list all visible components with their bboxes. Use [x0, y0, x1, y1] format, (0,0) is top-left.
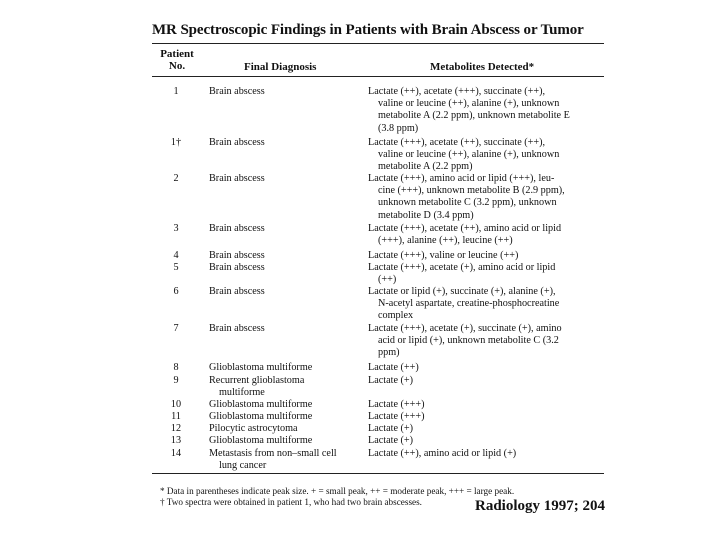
- metabolites-detected: [368, 411, 608, 423]
- metabolite-line: Lactate (++): [368, 362, 419, 373]
- final-diagnosis: [209, 375, 359, 399]
- final-diagnosis: [209, 286, 359, 298]
- metabolite-line: Lactate (+++), acetate (+), amino acid or lipid: [368, 262, 556, 273]
- metabolites-detected: [368, 423, 608, 435]
- diagnosis-line: Glioblastoma multiforme: [209, 435, 313, 446]
- header-patient-no: [154, 48, 200, 72]
- metabolite-line: Lactate (+++), amino acid or lipid (+++), leu-: [368, 173, 555, 184]
- diagnosis-line: Brain abscess: [209, 262, 265, 273]
- diagnosis-line: Brain abscess: [209, 250, 265, 261]
- metabolites-detected: [368, 448, 608, 460]
- metabolites-detected: [368, 286, 608, 323]
- metabolites-detected: [368, 86, 608, 135]
- diagnosis-line: Recurrent glioblastoma: [209, 375, 305, 386]
- diagnosis-line: multiforme: [219, 387, 265, 399]
- patient-number: 10: [170, 399, 182, 410]
- metabolite-line: unknown metabolite C (3.2 ppm), unknown: [378, 197, 557, 209]
- metabolites-detected: [368, 362, 608, 374]
- metabolite-line: Lactate (+++): [368, 411, 425, 422]
- patient-number: 8: [173, 362, 179, 373]
- diagnosis-line: Brain abscess: [209, 137, 265, 148]
- metabolite-line: (+++), alanine (++), leucine (++): [378, 235, 513, 247]
- citation: Radiology 1997; 204: [475, 498, 606, 514]
- metabolite-line: Lactate (+++), acetate (++), amino acid or lipid: [368, 223, 562, 234]
- metabolite-line: complex: [378, 310, 414, 322]
- header-patient-line2: No.: [168, 60, 186, 72]
- patient-number: 9: [173, 375, 179, 386]
- footnote-two-spectra: † Two spectra were obtained in patient 1, who had two brain abscesses.: [160, 497, 422, 507]
- metabolite-line: (3.8 ppm): [378, 122, 419, 134]
- patient-number: 12: [170, 423, 182, 434]
- top-rule: [152, 43, 604, 44]
- metabolite-line: Lactate (+): [368, 375, 414, 386]
- patient-number: 1†: [170, 137, 182, 148]
- metabolite-line: Lactate (+++), acetate (+), succinate (+), amino: [368, 323, 562, 334]
- final-diagnosis: [209, 137, 359, 149]
- diagnosis-line: Glioblastoma multiforme: [209, 399, 313, 410]
- diagnosis-line: lung cancer: [219, 460, 267, 472]
- header-metabolites: Metabolites Detected*: [430, 61, 535, 73]
- bottom-rule: [152, 473, 604, 474]
- diagnosis-line: Glioblastoma multiforme: [209, 362, 313, 373]
- metabolite-line: Lactate (++), amino acid or lipid (+): [368, 448, 517, 459]
- patient-number: 11: [171, 411, 181, 422]
- patient-number: 2: [173, 173, 179, 184]
- patient-number: 13: [170, 435, 182, 446]
- metabolites-detected: [368, 323, 608, 360]
- metabolite-line: metabolite A (2.2 ppm), unknown metabolite E: [378, 110, 570, 122]
- metabolite-line: Lactate or lipid (+), succinate (+), alanine (+),: [368, 286, 556, 297]
- patient-number: 14: [170, 448, 182, 459]
- final-diagnosis: [209, 423, 359, 435]
- metabolite-line: Lactate (+): [368, 423, 414, 434]
- diagnosis-line: Glioblastoma multiforme: [209, 411, 313, 422]
- patient-number: 4: [173, 250, 179, 261]
- final-diagnosis: [209, 323, 359, 335]
- metabolite-line: Lactate (+): [368, 435, 414, 446]
- final-diagnosis: [209, 362, 359, 374]
- metabolite-line: cine (+++), unknown metabolite B (2.9 ppm),: [378, 185, 565, 197]
- patient-number: 3: [173, 223, 179, 234]
- patient-number: 5: [173, 262, 179, 273]
- final-diagnosis: [209, 411, 359, 423]
- header-patient-line1: Patient: [160, 48, 194, 60]
- footnote-peak-size: * Data in parentheses indicate peak size. + = small peak, ++ = moderate peak, +++ = large peak.: [160, 486, 515, 496]
- diagnosis-line: Pilocytic astrocytoma: [209, 423, 298, 434]
- final-diagnosis: [209, 250, 359, 262]
- metabolites-detected: [368, 173, 608, 222]
- metabolites-detected: [368, 137, 608, 174]
- final-diagnosis: [209, 173, 359, 185]
- final-diagnosis: [209, 262, 359, 274]
- metabolite-line: metabolite D (3.4 ppm): [378, 209, 474, 221]
- patient-number: 6: [173, 286, 179, 297]
- final-diagnosis: [209, 448, 359, 472]
- metabolites-detected: [368, 375, 608, 387]
- table-title: MR Spectroscopic Findings in Patients with Brain Abscess or Tumor: [152, 22, 584, 38]
- metabolite-line: Lactate (+++), valine or leucine (++): [368, 250, 519, 261]
- diagnosis-line: Brain abscess: [209, 223, 265, 234]
- diagnosis-line: Brain abscess: [209, 86, 265, 97]
- metabolite-line: Lactate (++), acetate (+++), succinate (++),: [368, 86, 546, 97]
- final-diagnosis: [209, 86, 359, 98]
- diagnosis-line: Brain abscess: [209, 286, 265, 297]
- final-diagnosis: [209, 223, 359, 235]
- metabolites-detected: [368, 250, 608, 262]
- final-diagnosis: [209, 435, 359, 447]
- metabolite-line: (++): [378, 274, 397, 286]
- diagnosis-line: Brain abscess: [209, 173, 265, 184]
- metabolite-line: N-acetyl aspartate, creatine-phosphocreatine: [378, 298, 560, 310]
- metabolites-detected: [368, 262, 608, 286]
- metabolite-line: Lactate (+++), acetate (++), succinate (++),: [368, 137, 546, 148]
- metabolite-line: ppm): [378, 347, 400, 359]
- patient-number: 7: [173, 323, 179, 334]
- final-diagnosis: [209, 399, 359, 411]
- metabolites-detected: [368, 399, 608, 411]
- metabolites-detected: [368, 223, 608, 247]
- header-diagnosis: Final Diagnosis: [244, 61, 317, 73]
- metabolite-line: valine or leucine (++), alanine (+), unknown: [378, 149, 560, 161]
- metabolite-line: metabolite A (2.2 ppm): [378, 161, 473, 173]
- diagnosis-line: Metastasis from non–small cell: [209, 448, 337, 459]
- metabolite-line: Lactate (+++): [368, 399, 425, 410]
- patient-number: 1: [173, 86, 179, 97]
- metabolites-detected: [368, 435, 608, 447]
- metabolite-line: acid or lipid (+), unknown metabolite C (3.2: [378, 335, 559, 347]
- metabolite-line: valine or leucine (++), alanine (+), unknown: [378, 98, 560, 110]
- diagnosis-line: Brain abscess: [209, 323, 265, 334]
- header-rule: [152, 76, 604, 77]
